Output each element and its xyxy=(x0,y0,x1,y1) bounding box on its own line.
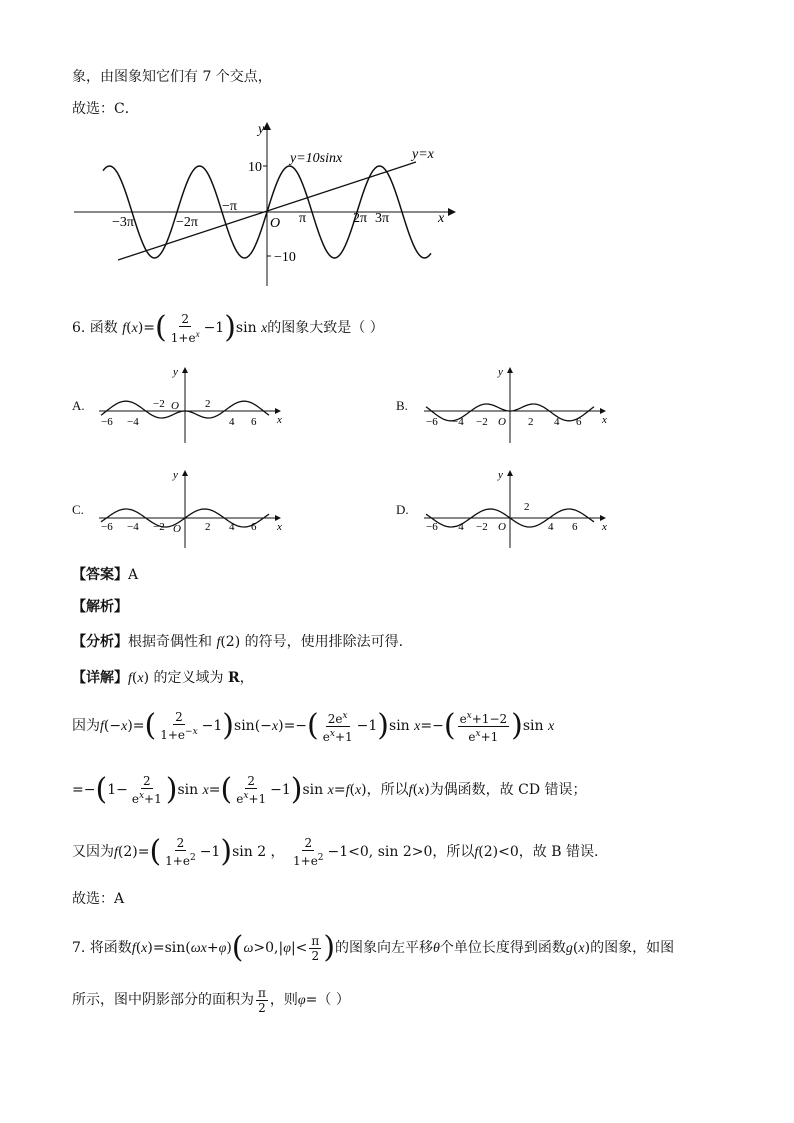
svg-text:−2: −2 xyxy=(153,521,165,533)
final-choice: 故选：A xyxy=(72,891,125,907)
svg-text:−4: −4 xyxy=(127,416,139,428)
svg-text:6: 6 xyxy=(251,416,257,428)
x-axis-arrow xyxy=(448,208,456,216)
sine-line-intersection-graph xyxy=(70,118,460,290)
svg-text:O: O xyxy=(498,416,506,428)
svg-text:y: y xyxy=(173,469,178,481)
option-a-label[interactable]: A. xyxy=(72,398,85,413)
svg-text:−2: −2 xyxy=(476,416,488,428)
y-tick-neg10-label: −10 xyxy=(274,250,296,265)
x-tick-negpi: −π xyxy=(222,199,237,214)
svg-text:x: x xyxy=(277,414,282,426)
svg-text:−4: −4 xyxy=(127,521,139,533)
parity-derivation-line-2: =−(1− $\frac{2}{e^x+1}$ )sin x=( $\frac{2}{e^x+1}$ −1)sin x=f(x)，所以f(x)为偶函数，故 CD 错误； xyxy=(72,772,587,807)
svg-text:−4: −4 xyxy=(452,416,464,428)
svg-text:y: y xyxy=(498,366,503,378)
svg-text:4: 4 xyxy=(229,521,235,533)
svg-text:6: 6 xyxy=(572,521,578,533)
svg-text:x: x xyxy=(602,521,607,533)
curve-label: y=10sinx xyxy=(290,151,343,166)
origin-label: O xyxy=(270,216,281,231)
q7-stem-line-1: 7. 将函数f(x)=sin(ωx+φ)(ω>0,|φ|< $\frac{\pi}{2}$ )的图象向左平移θ个单位长度得到函数g(x)的图象，如图 xyxy=(72,930,675,965)
option-c-graph[interactable] xyxy=(95,468,285,550)
svg-text:4: 4 xyxy=(229,416,235,428)
svg-text:x: x xyxy=(602,414,607,426)
line-label: y=x xyxy=(412,147,434,162)
svg-text:O: O xyxy=(171,400,179,412)
x-tick-2pi: 2π xyxy=(353,211,368,226)
svg-text:y: y xyxy=(173,366,178,378)
svg-text:4: 4 xyxy=(554,416,560,428)
option-b-label[interactable]: B. xyxy=(396,398,408,413)
y-tick-10-label: 10 xyxy=(248,160,262,175)
q6-stem: 6. 函数 f(x)=( $\frac{2}{1+e^x}$ −1)sin x的图象大致是（ ） xyxy=(72,310,384,345)
svg-text:−4: −4 xyxy=(452,521,464,533)
svg-text:2: 2 xyxy=(205,398,211,410)
q7-stem-line-2: 所示，图中阴影部分的面积为 $\frac{\pi}{2}$ ，则φ=（ ） xyxy=(72,985,350,1015)
svg-text:O: O xyxy=(173,523,181,535)
x-tick-neg2pi: −2π xyxy=(176,215,198,230)
svg-text:4: 4 xyxy=(548,521,554,533)
x-axis-label: x xyxy=(438,211,445,226)
y-axis-label: y xyxy=(258,122,265,137)
svg-text:2: 2 xyxy=(528,416,534,428)
option-d-label[interactable]: D. xyxy=(396,502,409,517)
svg-text:−6: −6 xyxy=(101,416,113,428)
svg-text:−6: −6 xyxy=(426,416,438,428)
svg-text:x: x xyxy=(277,521,282,533)
option-d-graph[interactable] xyxy=(420,468,610,550)
svg-text:6: 6 xyxy=(576,416,582,428)
svg-text:−2: −2 xyxy=(153,398,165,410)
option-a-graph[interactable] xyxy=(95,365,285,445)
svg-text:2: 2 xyxy=(524,501,530,513)
svg-text:2: 2 xyxy=(205,521,211,533)
analysis-tag: 【解析】 xyxy=(72,599,128,615)
q6-stem-suffix: 的图象大致是（ ） xyxy=(267,320,384,336)
f2-sign-line: 又因为f(2)=( $\frac{2}{1+e^2}$ −1)sin 2 ， $\frac{2}{1+e^2}$ −1<0, sin 2>0，所以f(2)<0，故 B 错误. xyxy=(72,834,599,869)
intro-line-2: 故选：C． xyxy=(72,101,139,117)
svg-text:−6: −6 xyxy=(426,521,438,533)
option-b-graph[interactable] xyxy=(420,365,610,445)
x-tick-3pi: 3π xyxy=(375,211,390,226)
answer-line: 【答案】A xyxy=(72,567,139,583)
svg-text:6: 6 xyxy=(251,521,257,533)
parity-derivation-line-1: 因为f(−x)=( $\frac{2}{1+e^{-x}}$ −1)sin(−x)=−( $\frac{2e^x}{e^x+1}$ −1)sin x=−( $\frac{e^x+1-2}{e^x+1}$ )sin x xyxy=(72,708,555,744)
xiangjie-line: 【详解】f(x) 的定义域为 R， xyxy=(72,670,254,686)
intro-line-1: 象，由图象知它们有 7 个交点， xyxy=(72,69,272,85)
x-tick-neg3pi: −3π xyxy=(112,215,134,230)
svg-text:−2: −2 xyxy=(476,521,488,533)
svg-text:−6: −6 xyxy=(101,521,113,533)
q6-prefix: 6. 函数 xyxy=(72,320,118,336)
x-tick-pi: π xyxy=(299,211,307,226)
svg-text:O: O xyxy=(498,521,506,533)
svg-text:y: y xyxy=(498,469,503,481)
fenxi-line: 【分析】根据奇偶性和 f(2) 的符号，使用排除法可得. xyxy=(72,634,404,650)
option-c-label[interactable]: C. xyxy=(72,502,84,517)
